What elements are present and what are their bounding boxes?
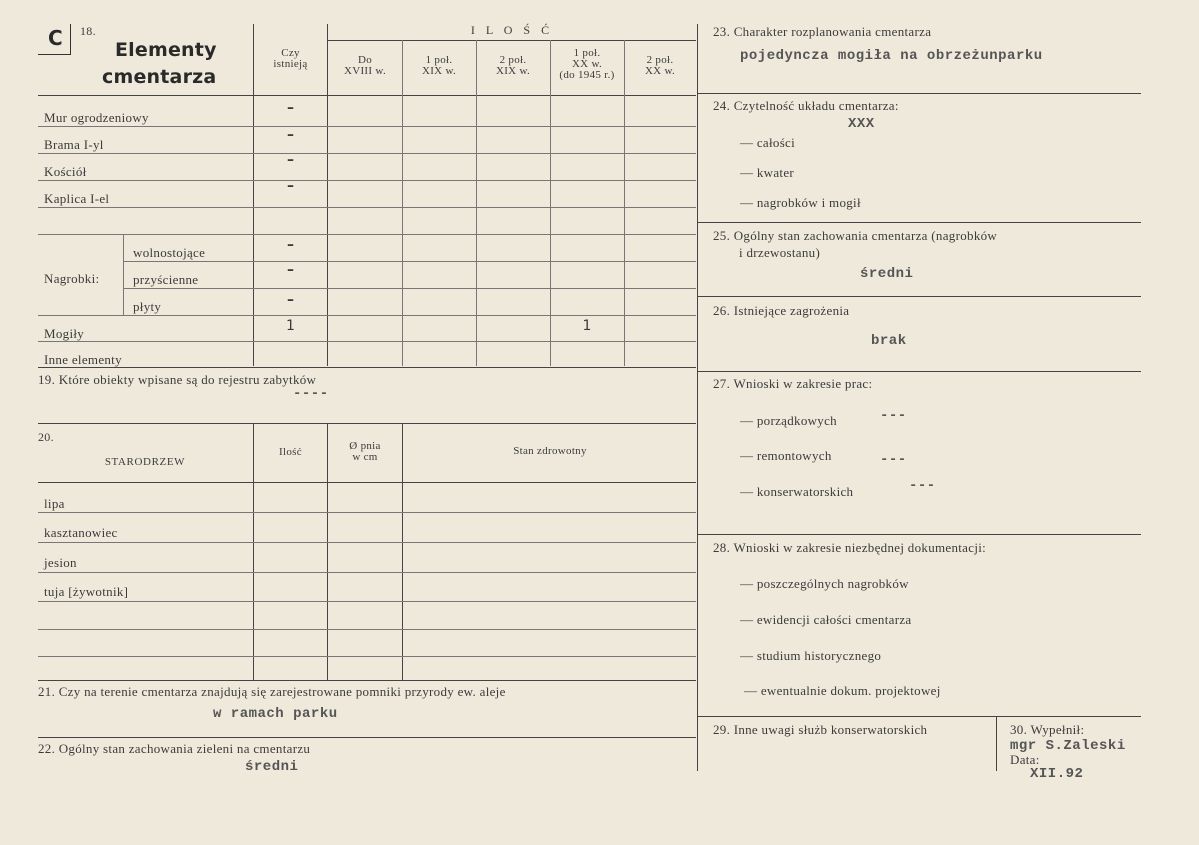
q29-label: 29. Inne uwagi służb konserwatorskich [713,722,928,737]
rule [476,40,477,366]
rule [38,601,696,602]
rule [38,656,696,657]
q28-item: — ewidencji całości cmentarza [740,612,912,627]
tree-label: jesion [44,555,77,570]
rule [38,542,696,543]
rule [402,424,403,680]
rule [402,40,403,366]
exists-mark: – [287,262,294,278]
section-title-line2: cmentarza [102,66,217,88]
section-title-line1: Elementy [115,39,217,61]
q27-item-value: --- [909,478,936,494]
q22-label: 22. Ogólny stan zachowania zieleni na cmentarzu [38,741,311,756]
nagrobki-type-label: wolnostojące [133,245,206,260]
element-label: Mur ogrodzeniowy [44,110,149,125]
exists-mark: – [287,292,294,308]
q30-label: 30. Wypełnił: [1010,722,1085,737]
header-czy-istnieja: Czy istnieją [273,47,308,70]
rule [38,95,696,96]
rule [38,180,696,181]
rule [624,40,625,366]
rule [328,40,696,41]
exists-mark: – [287,178,294,194]
section-letter: C [48,26,63,50]
rule [38,423,696,424]
q20-ilosc: Ilość [279,446,302,458]
header-col-2xix: 2 poł. XIX w. [495,54,531,77]
q27-item-value: --- [880,408,907,424]
rule [38,207,696,208]
rule-center [697,24,698,771]
rule [38,341,696,342]
q30-date-label: Data: [1010,752,1040,767]
q27-item: — porządkowych [740,413,837,428]
rule [38,512,696,513]
header-ilosc: I L O Ś Ć [470,23,554,37]
element-label: Kaplica I-el [44,191,110,206]
section-letter-box [38,24,71,55]
q24-label: 24. Czytelność układu cmentarza: [713,98,899,113]
q20-starodrzew: STARODRZEW [104,456,186,468]
q28-item: — ewentualnie dokum. projektowej [744,683,941,698]
rule [38,737,696,738]
q23-value: pojedyncza mogiła na obrzeżunparku [740,48,1043,64]
element-label: Brama I-yl [44,137,104,152]
section-number: 18. [80,24,96,38]
q27-label: 27. Wnioski w zakresie prac: [713,376,873,391]
q19-label: 19. Które obiekty wpisane są do rejestru zabytków [38,372,317,387]
rule [698,222,1141,223]
rule [38,367,696,368]
rule [327,424,328,680]
tree-label: kasztanowiec [44,525,118,540]
q23-label: 23. Charakter rozplanowania cmentarza [713,24,932,39]
exists-mark: – [287,237,294,253]
q25-value: średni [860,266,914,282]
rule [123,288,696,289]
rule [996,716,997,771]
q20-number: 20. [38,430,54,444]
rule [38,629,696,630]
q24-item: — kwater [740,165,795,180]
q26-value: brak [871,333,907,349]
rule [698,371,1141,372]
rule [38,482,696,483]
q27-item: — remontowych [740,448,832,463]
header-col-2xx: 2 poł. XX w. [644,54,676,77]
nagrobki-label: Nagrobki: [44,271,100,286]
q20-stan: Stan zdrowotny [513,445,587,457]
tree-label: lipa [44,496,65,511]
q25-label-line2: i drzewostanu) [739,245,821,260]
q19-value: ---- [293,386,329,402]
q20-pnia: Ø pnia w cm [349,440,381,463]
mogily-label: Mogiły [44,326,85,341]
q24-item: — całości [740,135,796,150]
exists-mark: – [287,127,294,143]
q24-value: XXX [848,116,875,132]
exists-mark: – [287,100,294,116]
rule [38,126,696,127]
header-col-1xx: 1 poł. XX w. (do 1945 r.) [559,47,615,81]
q21-label: 21. Czy na terenie cmentarza znajdują się zarejestrowane pomniki przyrody ew. aleje [38,684,506,699]
nagrobki-type-label: płyty [133,299,162,314]
rule [38,234,696,235]
inne-label: Inne elementy [44,352,122,367]
rule [698,296,1141,297]
mogily-xx1: 1 [582,318,592,334]
rule [253,424,254,680]
q27-item-value: --- [880,452,907,468]
q22-value: średni [245,759,299,775]
q28-item: — poszczególnych nagrobków [740,576,909,591]
q28-label: 28. Wnioski w zakresie niezbędnej dokumentacji: [713,540,987,555]
q27-item: — konserwatorskich [740,484,854,499]
q26-label: 26. Istniejące zagrożenia [713,303,850,318]
rule [698,716,1141,717]
q21-value: w ramach parku [213,706,338,722]
rule [38,153,696,154]
mogily-exists: 1 [286,318,295,334]
q30-date-value: XII.92 [1030,766,1084,782]
rule [123,261,696,262]
element-label: Kościół [44,164,87,179]
q25-label-line1: 25. Ogólny stan zachowania cmentarza (nagrobków [713,228,998,243]
q28-item: — studium historycznego [740,648,882,663]
tree-label: tuja [żywotnik] [44,584,129,599]
q30-value: mgr S.Zaleski [1010,738,1126,754]
rule [38,572,696,573]
rule [38,315,696,316]
q24-item: — nagrobków i mogił [740,195,861,210]
nagrobki-type-label: przyścienne [133,272,199,287]
header-col-xviii: Do XVIII w. [343,54,386,77]
header-col-1xix: 1 poł. XIX w. [421,54,457,77]
rule [38,680,696,681]
rule [698,534,1141,535]
rule [698,93,1141,94]
rule [123,234,124,316]
exists-mark: – [287,152,294,168]
